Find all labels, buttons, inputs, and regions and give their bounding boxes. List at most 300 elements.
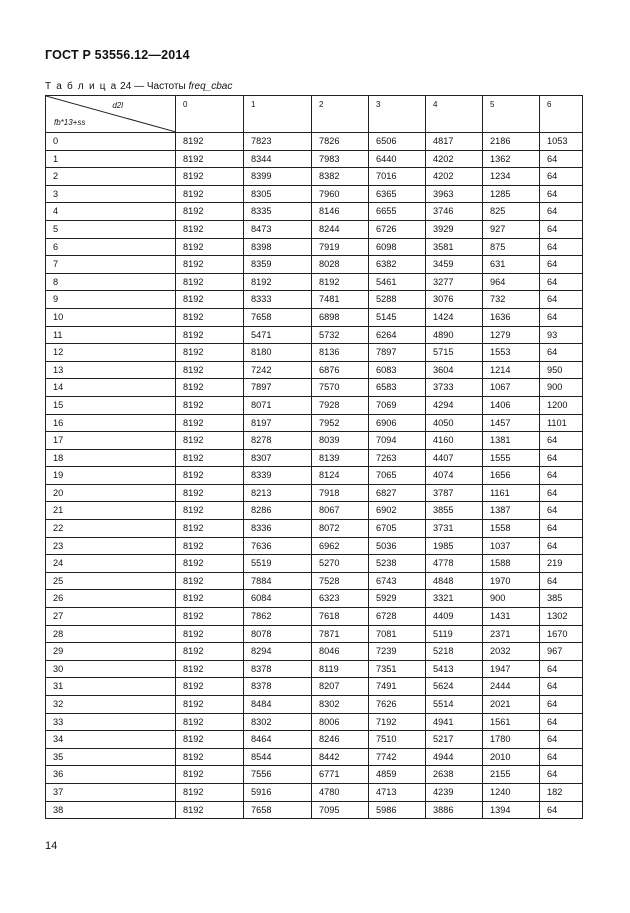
value-cell: 8192: [176, 344, 244, 362]
value-cell: 7570: [312, 379, 369, 397]
value-cell: 8192: [176, 660, 244, 678]
value-cell: 93: [540, 326, 583, 344]
value-cell: 1780: [483, 731, 540, 749]
value-cell: 1285: [483, 185, 540, 203]
value-cell: 5986: [369, 801, 426, 819]
table-row: [46, 660, 583, 678]
table-row: [46, 326, 583, 344]
value-cell: 8305: [244, 185, 312, 203]
value-cell: 8192: [176, 185, 244, 203]
row-label-cell: 25: [46, 572, 176, 590]
value-cell: 8336: [244, 520, 312, 538]
value-cell: 7960: [312, 185, 369, 203]
value-cell: 8180: [244, 344, 312, 362]
value-cell: 8359: [244, 256, 312, 274]
value-cell: 8335: [244, 203, 312, 221]
value-cell: 6098: [369, 238, 426, 256]
value-cell: 4941: [426, 713, 483, 731]
value-cell: 2444: [483, 678, 540, 696]
value-cell: 7626: [369, 696, 426, 714]
column-header: 5: [483, 96, 540, 133]
value-cell: 8078: [244, 625, 312, 643]
row-label-cell: 8: [46, 273, 176, 291]
value-cell: 7862: [244, 608, 312, 626]
row-label-cell: 12: [46, 344, 176, 362]
table-body: [46, 133, 583, 819]
value-cell: 8339: [244, 467, 312, 485]
value-cell: 8192: [176, 414, 244, 432]
value-cell: 4780: [312, 783, 369, 801]
table-row: [46, 520, 583, 538]
value-cell: 5715: [426, 344, 483, 362]
value-cell: 5929: [369, 590, 426, 608]
row-label-cell: 10: [46, 308, 176, 326]
value-cell: 8192: [176, 449, 244, 467]
value-cell: 4074: [426, 467, 483, 485]
table-row: [46, 238, 583, 256]
value-cell: 6728: [369, 608, 426, 626]
row-label-cell: 17: [46, 432, 176, 450]
value-cell: 950: [540, 361, 583, 379]
value-cell: 8192: [176, 766, 244, 784]
value-cell: 5218: [426, 643, 483, 661]
row-label-cell: 0: [46, 133, 176, 151]
value-cell: 7510: [369, 731, 426, 749]
value-cell: 8192: [176, 502, 244, 520]
value-cell: 64: [540, 713, 583, 731]
value-cell: 7081: [369, 625, 426, 643]
value-cell: 2010: [483, 748, 540, 766]
corner-row-label: fb*13+ss: [54, 118, 86, 127]
row-label-cell: 18: [46, 449, 176, 467]
value-cell: 8442: [312, 748, 369, 766]
value-cell: 6705: [369, 520, 426, 538]
value-cell: 8192: [176, 291, 244, 309]
value-cell: 8207: [312, 678, 369, 696]
value-cell: 64: [540, 220, 583, 238]
value-cell: 7928: [312, 396, 369, 414]
value-cell: 64: [540, 467, 583, 485]
value-cell: 4409: [426, 608, 483, 626]
value-cell: 8307: [244, 449, 312, 467]
row-label-cell: 29: [46, 643, 176, 661]
value-cell: 3746: [426, 203, 483, 221]
value-cell: 4859: [369, 766, 426, 784]
value-cell: 1240: [483, 783, 540, 801]
value-cell: 8192: [176, 748, 244, 766]
value-cell: 2371: [483, 625, 540, 643]
table-row: [46, 484, 583, 502]
value-cell: 8192: [176, 520, 244, 538]
row-label-cell: 21: [46, 502, 176, 520]
value-cell: 64: [540, 238, 583, 256]
value-cell: 7636: [244, 537, 312, 555]
value-cell: 1279: [483, 326, 540, 344]
value-cell: 8333: [244, 291, 312, 309]
value-cell: 5413: [426, 660, 483, 678]
table-row: [46, 361, 583, 379]
row-label-cell: 33: [46, 713, 176, 731]
value-cell: 8192: [176, 150, 244, 168]
table-row: [46, 766, 583, 784]
value-cell: 1362: [483, 150, 540, 168]
row-label-cell: 34: [46, 731, 176, 749]
row-label-cell: 23: [46, 537, 176, 555]
value-cell: 1561: [483, 713, 540, 731]
table-row: [46, 256, 583, 274]
value-cell: 3855: [426, 502, 483, 520]
value-cell: 8067: [312, 502, 369, 520]
value-cell: 8028: [312, 256, 369, 274]
value-cell: 900: [540, 379, 583, 397]
value-cell: 8213: [244, 484, 312, 502]
value-cell: 631: [483, 256, 540, 274]
value-cell: 64: [540, 502, 583, 520]
value-cell: 5471: [244, 326, 312, 344]
value-cell: 1200: [540, 396, 583, 414]
value-cell: 64: [540, 168, 583, 186]
value-cell: 6382: [369, 256, 426, 274]
value-cell: 3076: [426, 291, 483, 309]
value-cell: 2032: [483, 643, 540, 661]
row-label-cell: 11: [46, 326, 176, 344]
value-cell: 8192: [176, 572, 244, 590]
value-cell: 7983: [312, 150, 369, 168]
row-label-cell: 7: [46, 256, 176, 274]
value-cell: 8382: [312, 168, 369, 186]
value-cell: 3604: [426, 361, 483, 379]
value-cell: 8246: [312, 731, 369, 749]
column-header: 1: [244, 96, 312, 133]
value-cell: 7065: [369, 467, 426, 485]
table-row: [46, 150, 583, 168]
value-cell: 4294: [426, 396, 483, 414]
value-cell: 3731: [426, 520, 483, 538]
value-cell: 5732: [312, 326, 369, 344]
value-cell: 8192: [176, 783, 244, 801]
value-cell: 7192: [369, 713, 426, 731]
value-cell: 8192: [176, 537, 244, 555]
value-cell: 1947: [483, 660, 540, 678]
value-cell: 8192: [176, 608, 244, 626]
value-cell: 182: [540, 783, 583, 801]
value-cell: 1656: [483, 467, 540, 485]
value-cell: 8473: [244, 220, 312, 238]
caption-name: freq_cbac: [188, 81, 233, 92]
row-label-cell: 22: [46, 520, 176, 538]
value-cell: 8039: [312, 432, 369, 450]
value-cell: 8399: [244, 168, 312, 186]
value-cell: 6726: [369, 220, 426, 238]
value-cell: 64: [540, 696, 583, 714]
row-label-cell: 19: [46, 467, 176, 485]
value-cell: 7239: [369, 643, 426, 661]
row-label-cell: 4: [46, 203, 176, 221]
column-header: 3: [369, 96, 426, 133]
table-row: [46, 713, 583, 731]
value-cell: 1302: [540, 608, 583, 626]
value-cell: 7556: [244, 766, 312, 784]
value-cell: 64: [540, 344, 583, 362]
value-cell: 825: [483, 203, 540, 221]
value-cell: 732: [483, 291, 540, 309]
value-cell: 8139: [312, 449, 369, 467]
value-cell: 8378: [244, 678, 312, 696]
value-cell: 3963: [426, 185, 483, 203]
value-cell: 6264: [369, 326, 426, 344]
value-cell: 4202: [426, 150, 483, 168]
value-cell: 8244: [312, 220, 369, 238]
value-cell: 8192: [176, 590, 244, 608]
value-cell: 8192: [176, 625, 244, 643]
table-row: [46, 783, 583, 801]
table-row: [46, 748, 583, 766]
table-row: [46, 379, 583, 397]
value-cell: 8146: [312, 203, 369, 221]
value-cell: 8484: [244, 696, 312, 714]
value-cell: 1214: [483, 361, 540, 379]
row-label-cell: 27: [46, 608, 176, 626]
value-cell: 64: [540, 801, 583, 819]
value-cell: 927: [483, 220, 540, 238]
value-cell: 8192: [176, 484, 244, 502]
value-cell: 7871: [312, 625, 369, 643]
value-cell: 8136: [312, 344, 369, 362]
value-cell: 1431: [483, 608, 540, 626]
value-cell: 7952: [312, 414, 369, 432]
value-cell: 64: [540, 748, 583, 766]
table-row: [46, 203, 583, 221]
value-cell: 64: [540, 766, 583, 784]
value-cell: 1424: [426, 308, 483, 326]
value-cell: 8046: [312, 643, 369, 661]
value-cell: 7069: [369, 396, 426, 414]
value-cell: 1053: [540, 133, 583, 151]
row-label-cell: 38: [46, 801, 176, 819]
value-cell: 1406: [483, 396, 540, 414]
row-label-cell: 13: [46, 361, 176, 379]
table-header-row: [46, 96, 583, 133]
value-cell: 64: [540, 520, 583, 538]
value-cell: 8192: [244, 273, 312, 291]
value-cell: 4713: [369, 783, 426, 801]
value-cell: 1394: [483, 801, 540, 819]
table-row: [46, 308, 583, 326]
table-row: [46, 731, 583, 749]
value-cell: 4050: [426, 414, 483, 432]
value-cell: 964: [483, 273, 540, 291]
value-cell: 8192: [176, 168, 244, 186]
value-cell: 6440: [369, 150, 426, 168]
value-cell: 4848: [426, 572, 483, 590]
value-cell: 8286: [244, 502, 312, 520]
row-label-cell: 35: [46, 748, 176, 766]
value-cell: 1558: [483, 520, 540, 538]
value-cell: 3581: [426, 238, 483, 256]
value-cell: 7884: [244, 572, 312, 590]
value-cell: 5916: [244, 783, 312, 801]
value-cell: 2186: [483, 133, 540, 151]
value-cell: 8192: [312, 273, 369, 291]
value-cell: 4407: [426, 449, 483, 467]
value-cell: 8464: [244, 731, 312, 749]
value-cell: 8192: [176, 643, 244, 661]
table-row: [46, 555, 583, 573]
value-cell: 8378: [244, 660, 312, 678]
value-cell: 1985: [426, 537, 483, 555]
value-cell: 8192: [176, 678, 244, 696]
value-cell: 5036: [369, 537, 426, 555]
row-label-cell: 3: [46, 185, 176, 203]
value-cell: 64: [540, 150, 583, 168]
value-cell: 2638: [426, 766, 483, 784]
table-row: [46, 678, 583, 696]
value-cell: 8192: [176, 238, 244, 256]
value-cell: 6771: [312, 766, 369, 784]
value-cell: 8192: [176, 432, 244, 450]
value-cell: 7242: [244, 361, 312, 379]
value-cell: 8071: [244, 396, 312, 414]
row-label-cell: 26: [46, 590, 176, 608]
value-cell: 7263: [369, 449, 426, 467]
value-cell: 1161: [483, 484, 540, 502]
value-cell: 7095: [312, 801, 369, 819]
value-cell: 5288: [369, 291, 426, 309]
row-label-cell: 31: [46, 678, 176, 696]
value-cell: 8192: [176, 555, 244, 573]
value-cell: 4944: [426, 748, 483, 766]
value-cell: 1067: [483, 379, 540, 397]
corner-header-cell: [46, 96, 176, 133]
value-cell: 8006: [312, 713, 369, 731]
value-cell: 6084: [244, 590, 312, 608]
value-cell: 3886: [426, 801, 483, 819]
value-cell: 8192: [176, 467, 244, 485]
value-cell: 4160: [426, 432, 483, 450]
table-row: [46, 414, 583, 432]
table-row: [46, 133, 583, 151]
value-cell: 967: [540, 643, 583, 661]
value-cell: 6962: [312, 537, 369, 555]
value-cell: 64: [540, 449, 583, 467]
value-cell: 64: [540, 185, 583, 203]
value-cell: 8544: [244, 748, 312, 766]
value-cell: 7491: [369, 678, 426, 696]
value-cell: 1381: [483, 432, 540, 450]
caption-text: Частоты: [146, 81, 186, 92]
row-label-cell: 16: [46, 414, 176, 432]
table-row: [46, 801, 583, 819]
column-header: 6: [540, 96, 583, 133]
value-cell: 8192: [176, 203, 244, 221]
value-cell: 1457: [483, 414, 540, 432]
value-cell: 7016: [369, 168, 426, 186]
value-cell: 7658: [244, 308, 312, 326]
value-cell: 5145: [369, 308, 426, 326]
table-row: [46, 537, 583, 555]
value-cell: 64: [540, 660, 583, 678]
value-cell: 5514: [426, 696, 483, 714]
value-cell: 64: [540, 537, 583, 555]
table-row: [46, 432, 583, 450]
table-row: [46, 220, 583, 238]
table-row: [46, 502, 583, 520]
value-cell: 64: [540, 678, 583, 696]
value-cell: 1670: [540, 625, 583, 643]
value-cell: 64: [540, 256, 583, 274]
column-header: 0: [176, 96, 244, 133]
value-cell: 8192: [176, 379, 244, 397]
value-cell: 8192: [176, 308, 244, 326]
table-row: [46, 396, 583, 414]
value-cell: 3277: [426, 273, 483, 291]
row-label-cell: 32: [46, 696, 176, 714]
row-label-cell: 20: [46, 484, 176, 502]
value-cell: 4890: [426, 326, 483, 344]
value-cell: 8302: [312, 696, 369, 714]
table-row: [46, 608, 583, 626]
value-cell: 7658: [244, 801, 312, 819]
row-label-cell: 9: [46, 291, 176, 309]
row-label-cell: 28: [46, 625, 176, 643]
value-cell: 6083: [369, 361, 426, 379]
table-row: [46, 291, 583, 309]
value-cell: 3321: [426, 590, 483, 608]
value-cell: 6506: [369, 133, 426, 151]
value-cell: 8192: [176, 696, 244, 714]
table-row: [46, 185, 583, 203]
value-cell: 5519: [244, 555, 312, 573]
value-cell: 7618: [312, 608, 369, 626]
value-cell: 6323: [312, 590, 369, 608]
value-cell: 64: [540, 572, 583, 590]
value-cell: 6827: [369, 484, 426, 502]
column-header: 4: [426, 96, 483, 133]
value-cell: 5119: [426, 625, 483, 643]
row-label-cell: 37: [46, 783, 176, 801]
value-cell: 1101: [540, 414, 583, 432]
value-cell: 8398: [244, 238, 312, 256]
value-cell: 6902: [369, 502, 426, 520]
value-cell: 7823: [244, 133, 312, 151]
corner-column-label: d2l: [112, 101, 123, 110]
value-cell: 5238: [369, 555, 426, 573]
value-cell: 5217: [426, 731, 483, 749]
value-cell: 8072: [312, 520, 369, 538]
value-cell: 6655: [369, 203, 426, 221]
value-cell: 2155: [483, 766, 540, 784]
value-cell: 3787: [426, 484, 483, 502]
value-cell: 6583: [369, 379, 426, 397]
table-row: [46, 572, 583, 590]
value-cell: 8119: [312, 660, 369, 678]
caption-number: 24: [120, 81, 132, 92]
value-cell: 6898: [312, 308, 369, 326]
table-row: [46, 643, 583, 661]
table-caption: [45, 81, 232, 92]
value-cell: 64: [540, 731, 583, 749]
value-cell: 8192: [176, 361, 244, 379]
value-cell: 8294: [244, 643, 312, 661]
value-cell: 6876: [312, 361, 369, 379]
value-cell: 900: [483, 590, 540, 608]
value-cell: 8344: [244, 150, 312, 168]
value-cell: 8278: [244, 432, 312, 450]
value-cell: 8124: [312, 467, 369, 485]
row-label-cell: 30: [46, 660, 176, 678]
value-cell: 8192: [176, 731, 244, 749]
value-cell: 64: [540, 273, 583, 291]
